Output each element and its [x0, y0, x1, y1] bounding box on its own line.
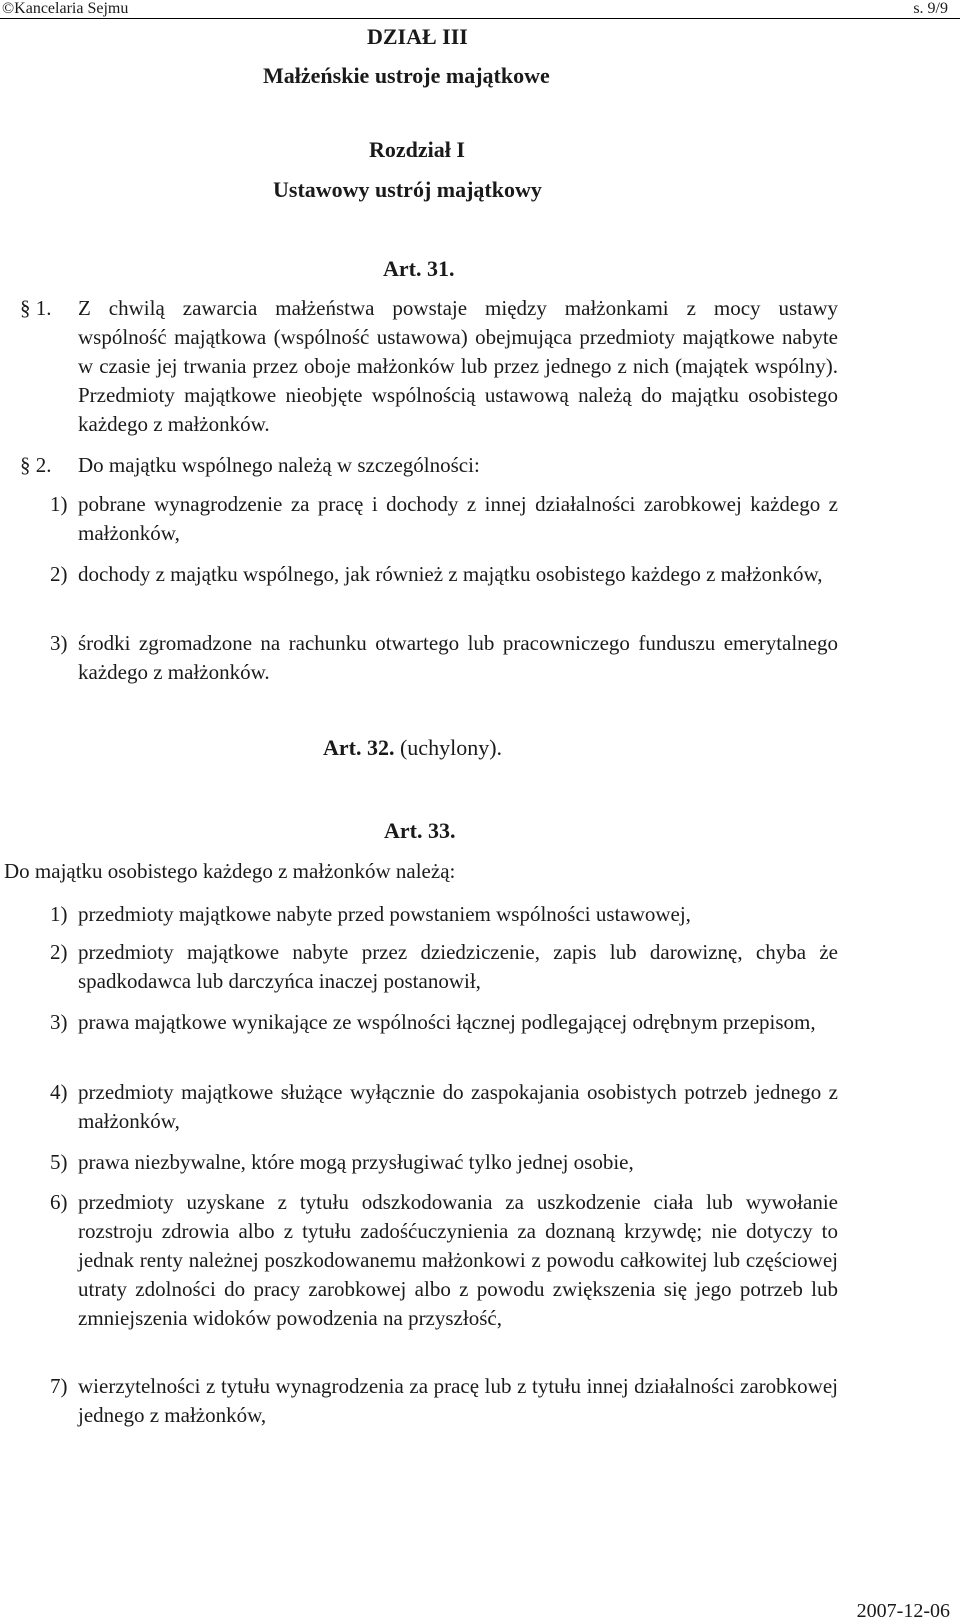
- art33-item-number: 1): [50, 902, 68, 926]
- art33-item-text: prawa majątkowe wynikające ze wspólności łącznej podlegającej odrębnym przepisom,: [78, 1010, 816, 1034]
- art33-item-number: 4): [50, 1080, 68, 1104]
- art31-item-text: środki zgromadzone na rachunku otwartego lub pracowniczego funduszu emerytalnego każdego z małżonków.: [78, 631, 838, 684]
- division-subtitle: Małżeńskie ustroje majątkowe: [263, 63, 550, 88]
- art33-item-number: 3): [50, 1010, 68, 1034]
- art33-item-number: 7): [50, 1374, 68, 1398]
- art33-item-text: przedmioty majątkowe służące wyłącznie do zaspokajania osobistych potrzeb jednego z małżonków,: [78, 1080, 838, 1133]
- art32: [323, 735, 502, 761]
- art31-item-text: dochody z majątku wspólnego, jak również z majątku osobistego każdego z małżonków,: [78, 562, 823, 586]
- art31-heading: Art. 31.: [383, 256, 455, 281]
- art31-item-text: pobrane wynagrodzenie za pracę i dochody z innej działalności zarobkowej każdego z małżonków,: [78, 492, 838, 545]
- art32-note: (uchylony).: [399, 735, 503, 760]
- art33-item-text: przedmioty uzyskane z tytułu odszkodowania za uszkodzenie ciała lub wywołanie rozstroju zdrowia albo z tytułu zadośćuczynienia za doznaną krzywdę; nie dotyczy to jednak renty należnej poszkodowanemu małżonkowi z powodu całkowitej lub częściowej utraty zdolności do pracy zarobkowej albo z powodu zwiększenia się jego potrzeb lub zmniejszenia widoków powodzenia na przyszłość,: [78, 1190, 838, 1330]
- art31-item-number: 2): [50, 562, 68, 586]
- division-title: DZIAŁ III: [367, 24, 468, 49]
- art32-heading: Art. 32.: [323, 735, 395, 760]
- art33-heading: Art. 33.: [384, 818, 456, 843]
- page-header: [0, 0, 960, 19]
- art33-intro: Do majątku osobistego każdego z małżonków należą:: [4, 859, 456, 883]
- art31-item-number: 1): [50, 492, 68, 516]
- chapter-title: Rozdział I: [369, 137, 465, 162]
- chapter-subtitle: Ustawowy ustrój majątkowy: [273, 177, 542, 202]
- art33-item-number: 6): [50, 1190, 68, 1214]
- art33-item-text: prawa niezbywalne, które mogą przysługiwać tylko jednej osobie,: [78, 1150, 634, 1174]
- art33-item-text: przedmioty majątkowe nabyte przez dziedziczenie, zapis lub darowiznę, chyba że spadkodawca lub darczyńca inaczej postanowił,: [78, 940, 838, 993]
- source-label: ©Kancelaria Sejmu: [2, 0, 129, 17]
- art31-p2-text: Do majątku wspólnego należą w szczególności:: [78, 453, 480, 477]
- art33-item-number: 5): [50, 1150, 68, 1174]
- art31-p2-mark: § 2.: [20, 453, 52, 477]
- art33-item-number: 2): [50, 940, 68, 964]
- art33-item-text: przedmioty majątkowe nabyte przed powstaniem wspólności ustawowej,: [78, 902, 691, 926]
- page-number: s. 9/9: [913, 0, 948, 17]
- art31-p1-mark: § 1.: [20, 296, 52, 320]
- art31-p1-text: wspólność majątkowa (wspólność ustawowa) obejmująca przedmioty majątkowe nabyte w czasie jej trwania przez oboje małżonków lub przez jednego z nich (majątek wspólny). Przedmioty majątkowe nieobjęte wspólnością ustawową należą do majątku osobistego każdego z małżonków.: [78, 325, 838, 436]
- publication-date: 2007-12-06: [856, 1600, 950, 1622]
- art31-p1-first-line: Z chwilą zawarcia małżeństwa powstaje między małżonkami z mocy ustawy: [78, 296, 838, 320]
- art33-item-text: wierzytelności z tytułu wynagrodzenia za pracę lub z tytułu innej działalności zarobkowej jednego z małżonków,: [78, 1374, 838, 1427]
- art31-item-number: 3): [50, 631, 68, 655]
